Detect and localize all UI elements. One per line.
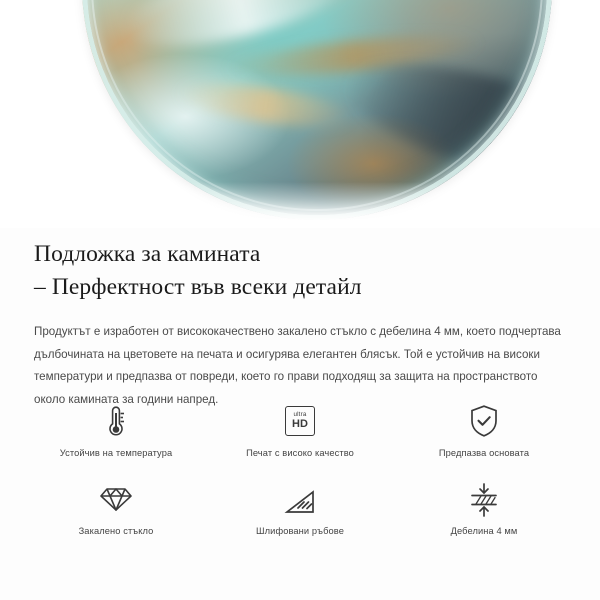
- description-content: [0, 228, 600, 412]
- feature-label: Устойчив на температура: [59, 448, 173, 458]
- shield-check-icon: [468, 400, 500, 442]
- feature-label: Закалено стъкло: [78, 526, 154, 536]
- page-title: [34, 238, 574, 305]
- polished-edges-icon: [284, 478, 316, 520]
- feature-item-tempered-glass: [24, 478, 208, 544]
- feature-label: Печат с високо качество: [246, 448, 354, 458]
- feature-item-surface-protection: [392, 400, 576, 466]
- feature-label: Предпазва основата: [438, 448, 530, 458]
- feature-label: Дебелина 4 мм: [450, 526, 518, 536]
- thickness-arrows-icon: [468, 478, 500, 520]
- diamond-icon: [99, 478, 133, 520]
- hero-product-image: [0, 0, 600, 228]
- feature-item-polished-edges: [208, 478, 392, 544]
- feature-item-print-quality: [208, 400, 392, 466]
- ultra-hd-badge-top: ultra: [293, 410, 307, 418]
- feature-item-thickness: [392, 478, 576, 544]
- thermometer-icon: [103, 400, 129, 442]
- feature-item-temperature: [24, 400, 208, 466]
- title-line-2: – Перфектност във всеки детайл: [34, 274, 362, 301]
- hero-bottom-fade: [0, 182, 600, 228]
- description-paragraph: Продуктът е изработен от висококачествено закалено стъкло с дебелина 4 мм, което подчертава дълбочината на цветовете на печата и осигурява елегантен блясък. Той е устойчив на високи температури и предпазва от повреди, което го прави подходящ за защита на пространството около камината за години напред.: [34, 324, 561, 407]
- feature-grid: [24, 400, 576, 544]
- ultra-hd-badge-bottom: HD: [292, 418, 308, 431]
- ultra-hd-icon: [285, 400, 315, 442]
- feature-label: Шлифовани ръбове: [256, 526, 344, 536]
- title-line-1: Подложка за камината: [34, 241, 261, 267]
